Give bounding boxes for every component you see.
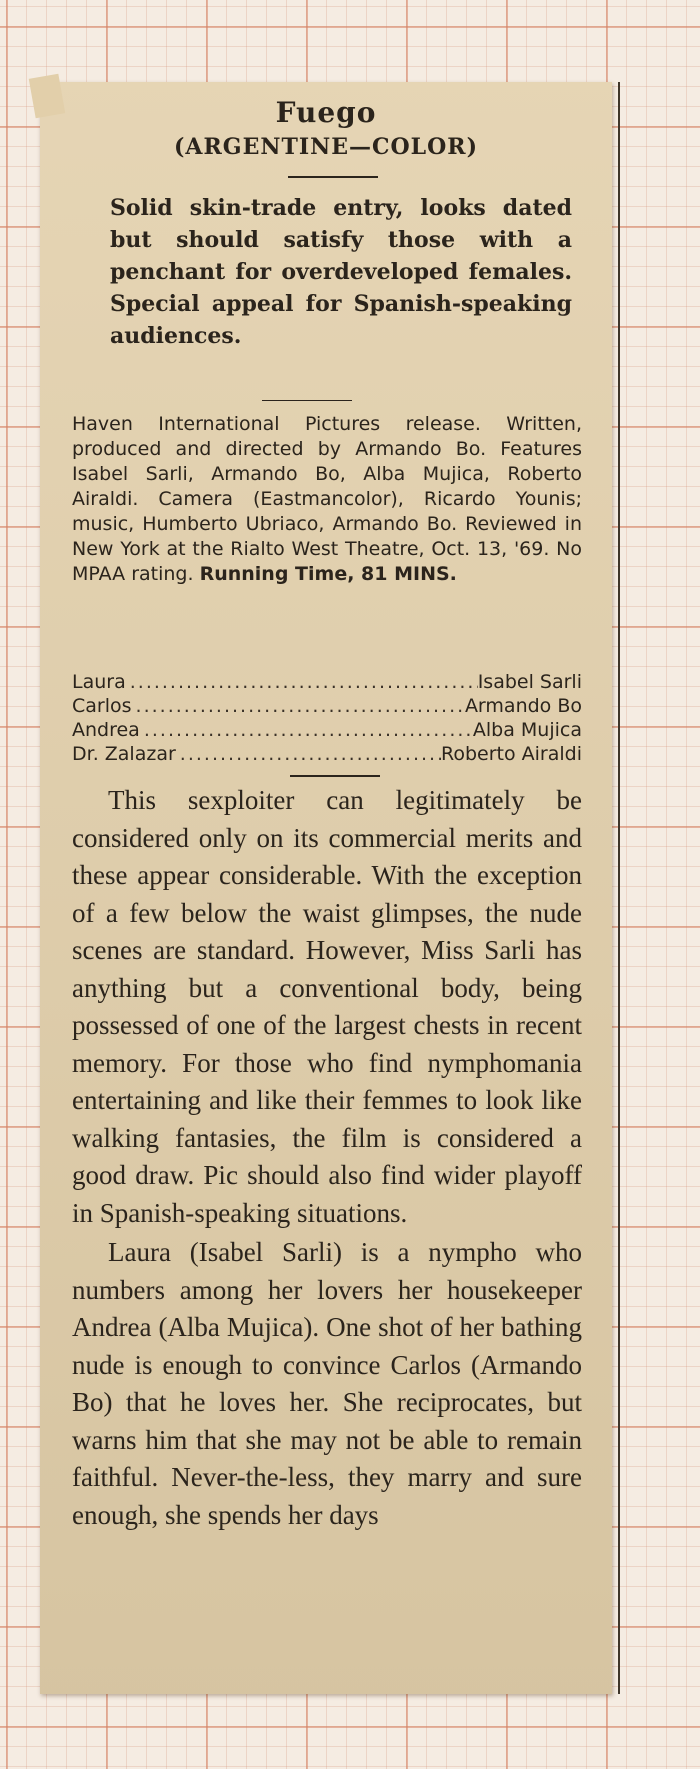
cast-actor: Armando Bo (464, 695, 582, 717)
leader-dots (132, 694, 465, 718)
review-subtitle: (ARGENTINE—COLOR) (174, 134, 478, 160)
cast-role: Dr. Zalazar (72, 743, 176, 765)
cast-row (72, 694, 582, 718)
adjacent-column-fragment (626, 142, 666, 562)
leader-dots (176, 742, 441, 766)
cast-row (72, 718, 582, 742)
rule-divider (262, 400, 352, 401)
cast-row (72, 742, 582, 766)
rule-divider (288, 176, 378, 178)
body-paragraph: This sexploiter can legitimately be considered only on its commercial merits and these appear considerable. With the exception of a few below the waist glimpses, the nude scenes are standard. However, Miss Sarli has anything but a conventional body, being possessed of one of the largest chests in recent memory. For those who find nymphomania entertaining and like their femmes to look like walking fantasies, the film is considered a good draw. Pic should also find wider playoff in Spanish-speaking situations. (72, 785, 582, 1228)
leader-dots (126, 670, 478, 694)
cast-row (72, 670, 582, 694)
body-paragraph: Laura (Isabel Sarli) is a nympho who numbers among her lovers her housekeeper Andrea (Alba Mujica). One shot of her bathing nude is enough to convince Carlos (Armando Bo) that he loves her. She reciprocates, but warns him that she may not be able to remain faithful. Never-the-less, they marry and sure enough, she spends her days (72, 1237, 582, 1530)
cast-role: Carlos (72, 695, 132, 717)
cast-actor: Isabel Sarli (477, 671, 582, 693)
cast-role: Laura (72, 671, 126, 693)
cast-role: Andrea (72, 719, 140, 741)
cast-list (72, 670, 582, 766)
rule-divider (290, 775, 380, 777)
credits-block (72, 412, 582, 587)
review-title: Fuego (275, 96, 377, 129)
running-time: Running Time, 81 MINS. (199, 563, 457, 585)
column-rule (618, 82, 620, 1694)
review-summary: Solid skin-trade entry, looks dated but should satisfy those with a penchant for overdeveloped females. Special appeal for Spanish-speaking audiences. (110, 195, 572, 349)
cast-actor: Alba Mujica (472, 719, 582, 741)
leader-dots (140, 718, 473, 742)
credits-text: Haven International Pictures release. Written, produced and directed by Armando Bo. Features Isabel Sarli, Armando Bo, Alba Mujica, Roberto Airaldi. Camera (Eastmancolor), Ricardo Younis; music, Humberto Ubriaco, Armando Bo. Reviewed in New York at the Rialto West Theatre, Oct. 13, '69. No MPAA rating. (72, 413, 582, 585)
review-body (72, 782, 582, 1534)
newspaper-clipping (40, 82, 612, 1694)
cast-actor: Roberto Airaldi (441, 743, 582, 765)
